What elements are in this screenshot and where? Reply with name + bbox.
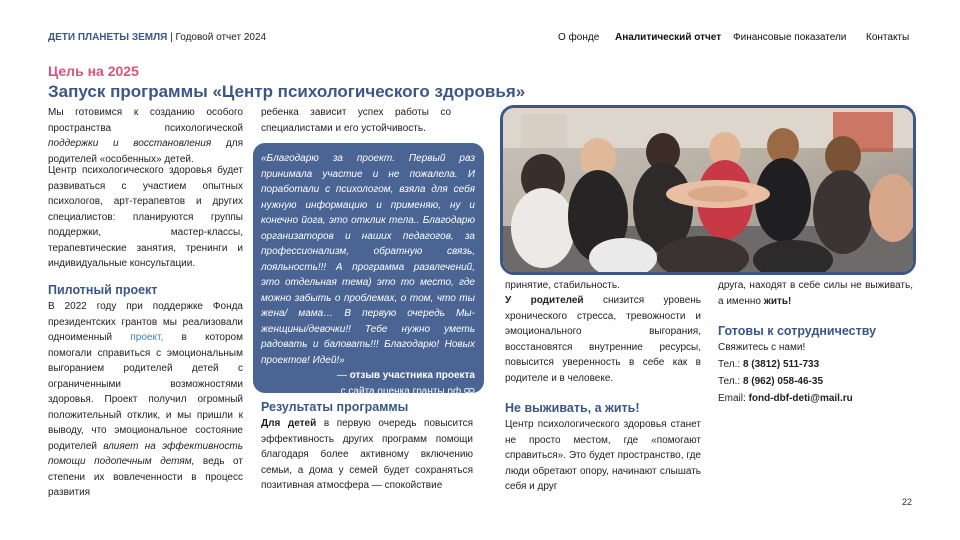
survive-paragraph: Центр психологического здоровья станет не просто местом, где «помогают справиться». Это будет пространство, где люди обретают опору, начинают слышать себя и друг	[505, 419, 701, 492]
col4-cont-text: друга, находят в себе силы не выживать, а именно	[718, 280, 913, 307]
contact-intro: Свяжитесь с нами!	[718, 342, 806, 353]
center-paragraph: Центр психологического здоровья будет развиваться с участием опытных психологов, арт-терапевтов и других специалистов: планируются группы поддержки, мастер-классы, терапевтические занятия, тренинги и индивидуальные консультации.	[48, 165, 243, 269]
testimonial-text: «Благодарю за проект. Первый раз принимала участие и не пожалела. И поработали с психологом, взяла для себя нужную информацию и применяю, ну и конечно йога, это отклик тела.. Благодарю организаторов и наших педагогов, за профессионализм, обратную связь, лояльность!!! А программа развлечений, это отдельная тема) это то место, где можно забыть о проблемах, о том, что ты жена/ мама… В первую очередь Мы- женщины/девочки!! Тебе нужно уметь радовать и баловать!!! Благодарю! Новых проектов! Идей!»	[261, 153, 475, 366]
pilot-text-c: ведь от степени их вовлеченности в процесс развития	[48, 456, 243, 498]
brand-separator: |	[167, 32, 176, 43]
email-link[interactable]: fond-dbf-deti@mail.ru	[748, 393, 853, 404]
phone-2-line	[718, 373, 853, 390]
pilot-project-link[interactable]: проект,	[130, 332, 164, 343]
report-brand	[48, 32, 266, 43]
pilot-italic: влияет на эффективность помощи подопечным детям,	[48, 440, 243, 467]
page-number: 22	[902, 497, 913, 507]
col4-cont-bold: жить!	[763, 295, 792, 307]
pilot-paragraph	[48, 299, 243, 501]
nav-about[interactable]: О фонде	[558, 32, 600, 43]
phone-2-label: Тел.:	[718, 376, 743, 387]
parents-bold: У родителей	[505, 295, 584, 306]
nav-analytics[interactable]: Аналитический отчет	[615, 32, 722, 43]
org-name: ДЕТИ ПЛАНЕТЫ ЗЕМЛЯ	[48, 32, 168, 43]
col3-cont-paragraph: принятие, стабильность.	[505, 280, 620, 291]
results-heading: Результаты программы	[261, 400, 409, 414]
email-line	[718, 390, 853, 407]
results-paragraph	[261, 416, 473, 494]
testimonial-source	[261, 368, 475, 384]
source-site: с сайта оценка.гранты.рф	[340, 385, 462, 397]
link-icon[interactable]	[464, 386, 475, 395]
email-label: Email:	[718, 393, 749, 404]
report-name: Годовой отчет 2024	[175, 32, 267, 43]
col2-top-paragraph: ребенка зависит успех работы со специалистами и его устойчивость.	[261, 107, 451, 134]
pilot-text-a: В 2022 году при поддержке Фонда президентских грантов мы реализовали одноименный	[48, 301, 243, 343]
pilot-heading: Пилотный проект	[48, 283, 158, 297]
results-text: в первую очередь повысится эффективность других программ помощи благодаря более активному включению семьи, а дома у семей будет сохраняться позитивная атмосфера — спокойствие	[261, 418, 473, 491]
phone-1[interactable]: 8 (3812) 511-733	[742, 359, 820, 370]
intro-italic: поддержки и восстановления	[48, 138, 212, 149]
source-dash: —	[336, 370, 350, 381]
phone-1-label: Тел.:	[718, 359, 743, 370]
contacts-block	[718, 339, 853, 407]
page-title: Запуск программы «Центр психологического здоровья»	[48, 82, 526, 101]
survive-heading: Не выживать, а жить!	[505, 401, 640, 415]
group-photo	[500, 105, 916, 275]
nav-contacts[interactable]: Контакты	[866, 32, 910, 43]
phone-1-line	[718, 356, 853, 373]
nav-finance[interactable]: Финансовые показатели	[733, 32, 847, 43]
pilot-text-b: в котором помогали справиться с эмоциональным выгоранием родителей детей с ограниченными возможностями здоровья. Проект получил огромный положительный отклик, и мы пришли к выводу, что эмоциональное состояние родителей	[48, 332, 243, 452]
parents-paragraph	[505, 293, 701, 386]
intro-text-a: Мы готовимся к созданию особого пространства психологической	[48, 107, 243, 134]
intro-text-b: для родителей «особенных» детей.	[48, 138, 243, 165]
testimonial-box	[253, 143, 484, 397]
intro-paragraph	[48, 105, 243, 167]
parents-text: снизится уровень хронического стресса, тревожности и эмоционального выгорания, восстановятся внутренние ресурсы, повысится уверенность в себе как в родителе и в человеке.	[505, 295, 701, 384]
ready-heading: Готовы к сотрудничеству	[718, 324, 877, 338]
results-bold: Для детей	[261, 418, 317, 429]
goal-label: Цель на 2025	[48, 63, 139, 79]
testimonial-site	[261, 384, 475, 400]
source-title: отзыв участника проекта	[349, 370, 475, 381]
phone-2[interactable]: 8 (962) 058-46-35	[742, 376, 824, 387]
col4-cont-paragraph	[718, 278, 913, 309]
